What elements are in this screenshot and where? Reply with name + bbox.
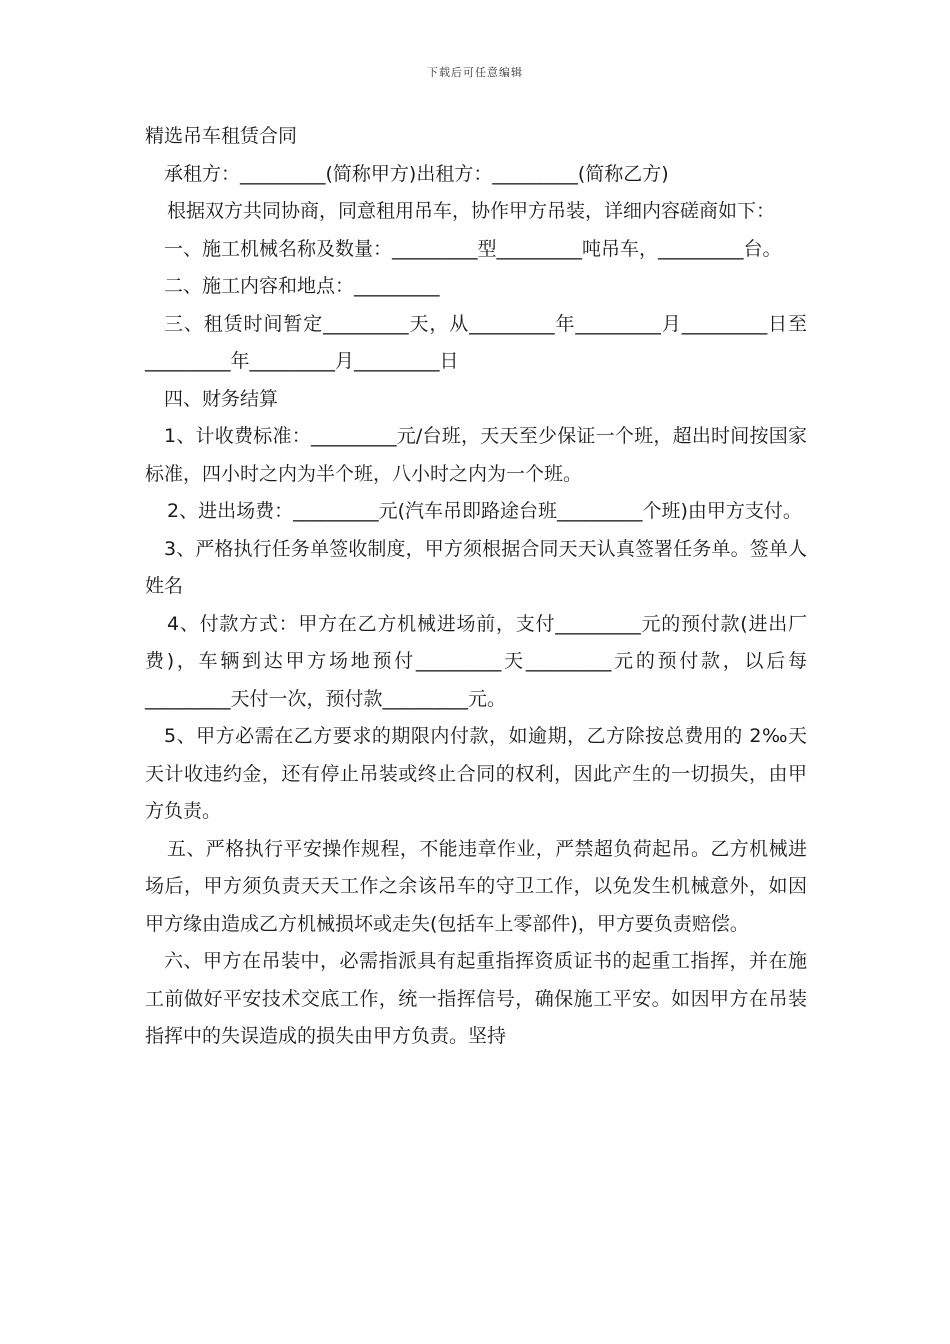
paragraph-item-2: 2、进出场费：_________元(汽车吊即路途台班_________个班)由甲方支付。 — [167, 500, 802, 522]
paragraph-clause-3: 三、租赁时间暂定_________天，从_________年_________月_________日至_________年_________月_________日 — [145, 312, 807, 372]
header-note: 下载后可任意编辑 — [427, 66, 523, 79]
paragraph-item-5: 5、甲方必需在乙方要求的期限内付款，如逾期，乙方除按总费用的 2‰天天计收违约金，还有停止吊装或终止合同的权利，因此产生的一切损失，由甲方负责。 — [145, 725, 807, 822]
paragraph-intro: 根据双方共同协商，同意租用吊车，协作甲方吊装，详细内容磋商如下： — [167, 200, 776, 222]
paragraph-parties: 承租方：_________(简称甲方)出租方：_________(简称乙方) — [164, 162, 669, 185]
paragraph-item-3: 3、严格执行任务单签收制度，甲方须根据合同天天认真签署任务单。签单人姓名 — [145, 537, 807, 597]
paragraph-clause-6: 六、甲方在吊装中，必需指派具有起重指挥资质证书的起重工指挥，并在施工前做好平安技术交底工作，统一指挥信号，确保施工平安。如因甲方在吊装指挥中的失误造成的损失由甲方负责。坚持 — [145, 950, 807, 1047]
document-body — [145, 118, 807, 1056]
paragraph-clause-2: 二、施工内容和地点：_________ — [164, 275, 440, 297]
paragraph-item-1: 1、计收费标准：_________元/台班，天天至少保证一个班，超出时间按国家标准，四小时之内为半个班，八小时之内为一个班。 — [145, 425, 807, 485]
paragraph-clause-5: 五、严格执行平安操作规程，不能违章作业，严禁超负荷起吊。乙方机械进场后，甲方须负责天天工作之余该吊车的守卫工作，以免发生机械意外，如因甲方缘由造成乙方机械损坏或走失(包括车上零部件)，甲方要负责赔偿。 — [145, 837, 807, 935]
paragraph-clause-1: 一、施工机械名称及数量：_________型_________吨吊车，_________台。 — [164, 237, 782, 260]
document-title: 精选吊车租赁合同 — [145, 125, 298, 147]
paragraph-clause-4: 四、财务结算 — [164, 387, 279, 410]
paragraph-item-4: 4、付款方式：甲方在乙方机械进场前，支付_________元的预付款(进出厂费)，车辆到达甲方场地预付_________天_________元的预付款，以后每_________天付一次，预付款_________元。 — [145, 612, 807, 710]
